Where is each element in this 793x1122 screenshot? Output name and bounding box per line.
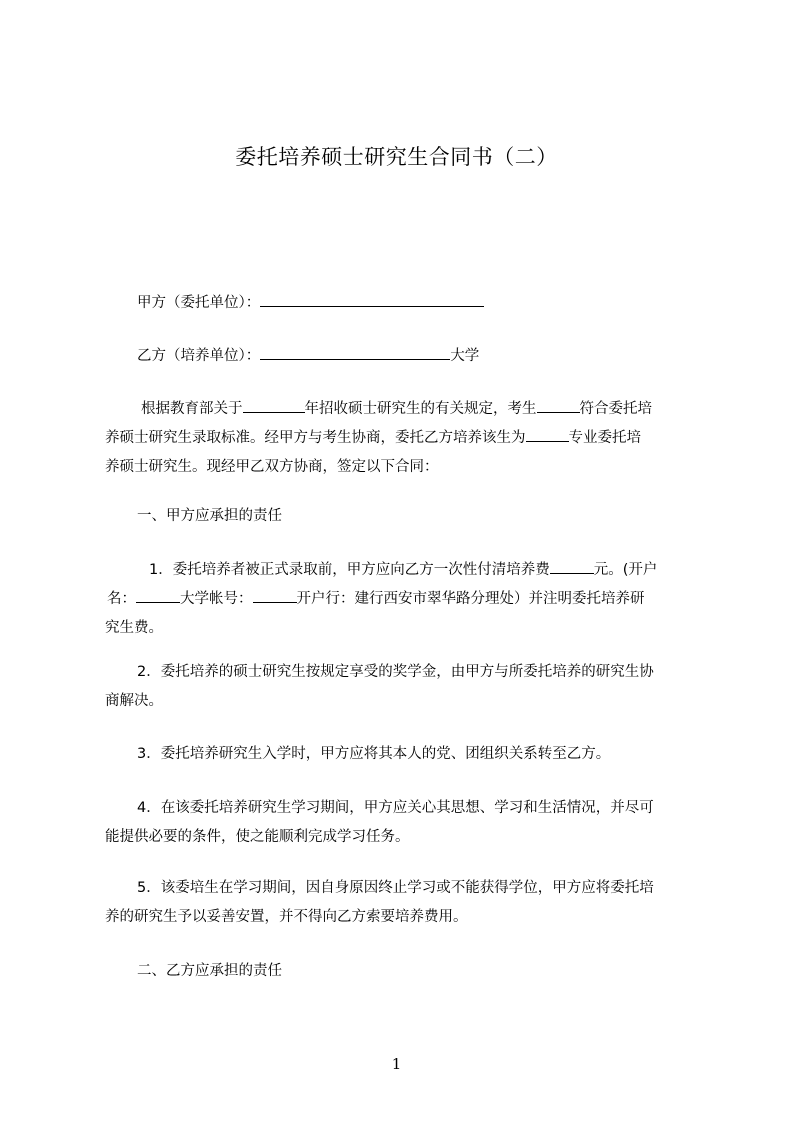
item-1-text-3: 究生费。	[105, 620, 163, 636]
section-2-heading: 二、乙方应承担的责任	[137, 963, 282, 979]
party-b-suffix: 大学	[450, 348, 480, 364]
party-b-blank	[260, 344, 450, 360]
item-1-text-2b: 大学帐号：	[180, 591, 253, 607]
candidate-blank	[537, 397, 580, 413]
year-blank	[243, 397, 305, 413]
item-5	[105, 874, 705, 932]
party-b-label: 乙方（培养单位）：	[137, 348, 261, 364]
item-1-text-2c: 开户行：建行西安市翠华路分理处）并注明委托培养研	[296, 591, 645, 607]
major-blank	[526, 426, 569, 442]
party-a-blank	[260, 291, 484, 307]
intro-text-2a: 养硕士研究生录取标准。经甲方与考生协商，委托乙方培养该生为	[105, 430, 526, 446]
party-a-line	[137, 291, 484, 313]
intro-text-1a: 根据教育部关于	[141, 401, 243, 417]
item-4-text-2: 能提供必要的条件，使之能顺利完成学习任务。	[105, 829, 410, 845]
item-2	[105, 658, 705, 716]
page-number: 1	[391, 1055, 402, 1073]
account-number-blank	[253, 587, 297, 603]
intro-text-1b: 年招收硕士研究生的有关规定，考生	[304, 401, 537, 417]
item-4-text-1: 4．在该委托培养研究生学习期间，甲方应关心其思想、学习和生活情况，并尽可	[137, 800, 654, 816]
item-2-text-1: 2．委托培养的硕士研究生按规定享受的奖学金，由甲方与所委托培养的研究生协	[137, 664, 654, 680]
item-5-text-1: 5．该委培生在学习期间，因自身原因终止学习或不能获得学位，甲方应将委托培	[137, 880, 654, 896]
item-1-text-1a: 1．委托培养者被正式录取前，甲方应向乙方一次性付清培养费	[149, 562, 550, 578]
item-1	[105, 556, 705, 643]
section-1-heading: 一、甲方应承担的责任	[137, 508, 282, 524]
account-name-blank	[136, 587, 180, 603]
item-3-text-1: 3．委托培养研究生入学时，甲方应将其本人的党、团组织关系转至乙方。	[137, 746, 611, 762]
document-title: 委托培养硕士研究生合同书（二）	[235, 145, 558, 169]
item-3	[105, 740, 705, 769]
item-5-text-2: 养的研究生予以妥善安置，并不得向乙方索要培养费用。	[105, 909, 468, 925]
item-2-text-2: 商解决。	[105, 693, 163, 709]
party-a-label: 甲方（委托单位）：	[137, 295, 261, 311]
item-1-text-1b: 元。(开户	[593, 562, 658, 578]
item-4	[105, 794, 705, 852]
intro-text-1c: 符合委托培	[579, 401, 652, 417]
intro-text-2b: 专业委托培	[568, 430, 641, 446]
party-b-line	[137, 344, 479, 366]
item-1-text-2a: 名：	[107, 591, 136, 607]
fee-blank	[550, 558, 594, 574]
intro-paragraph	[105, 395, 705, 482]
intro-text-3: 养硕士研究生。现经甲乙双方协商，签定以下合同：	[105, 459, 439, 475]
